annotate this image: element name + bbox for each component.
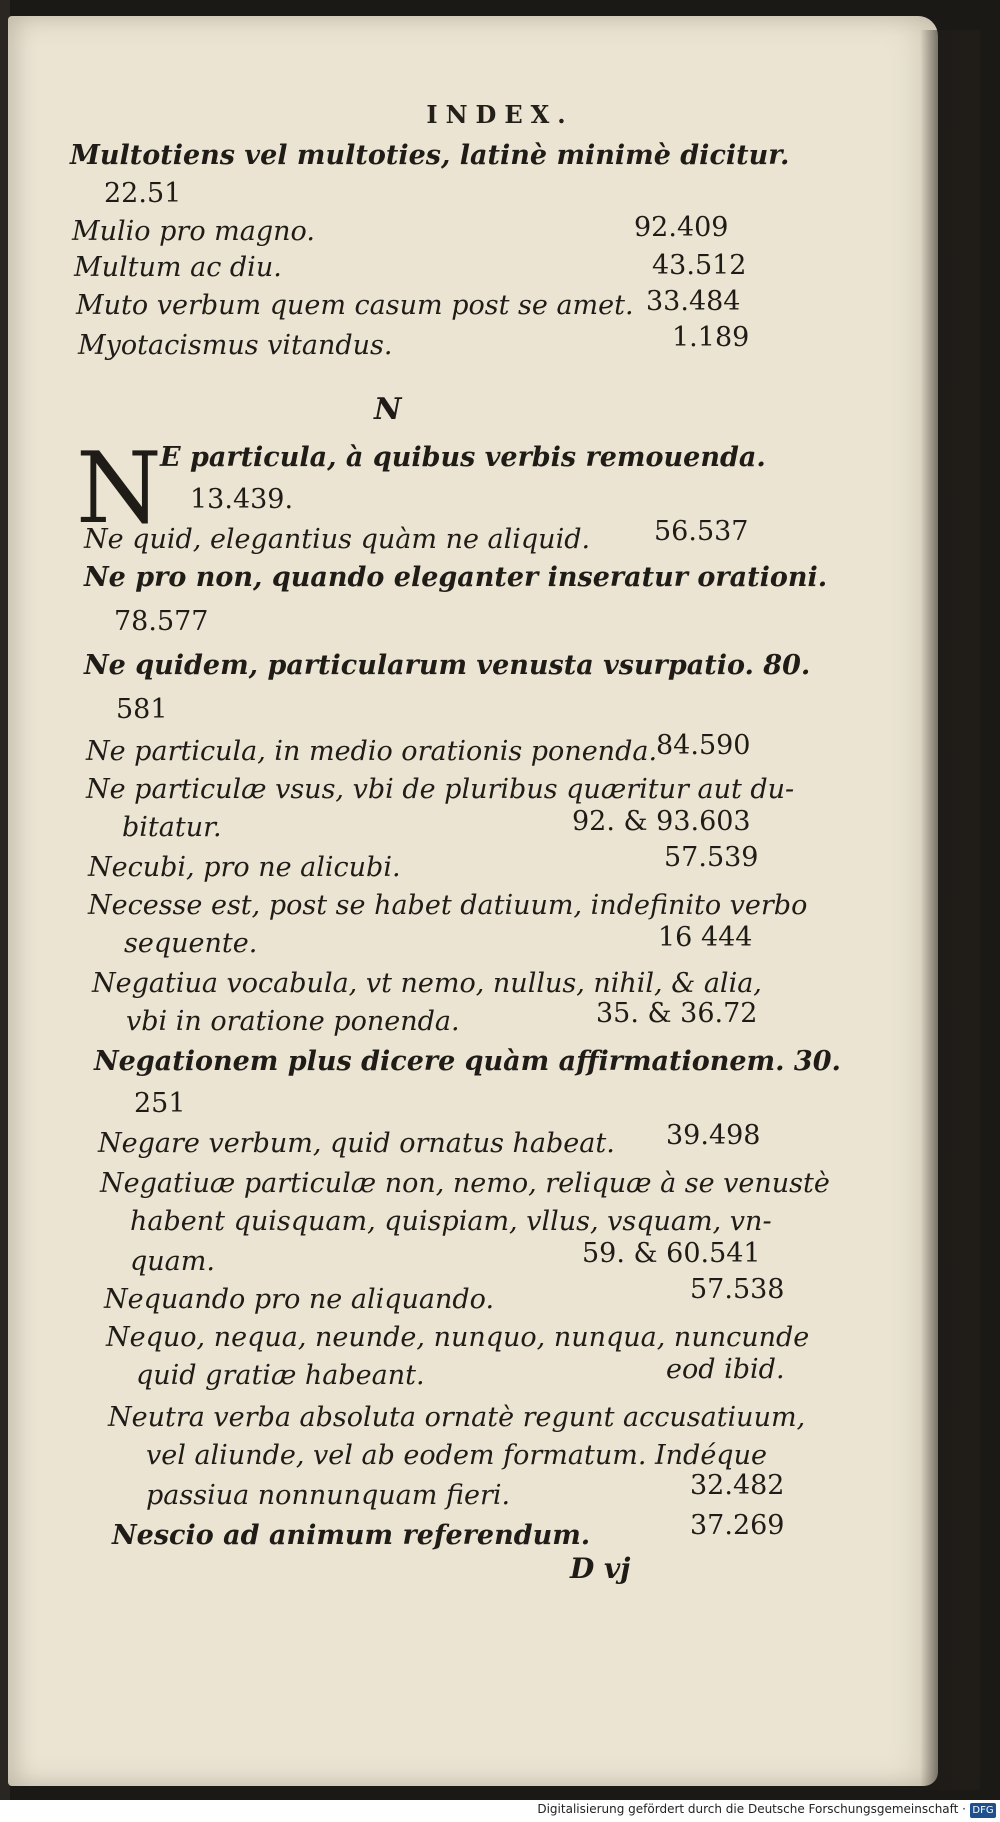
index-entry-ref: 13.439. — [190, 484, 294, 515]
funding-credit: Digitalisierung gefördert durch die Deutsche Forschungsgemeinschaft · — [537, 1802, 966, 1816]
index-entry-ref: 57.539 — [664, 842, 759, 873]
index-entry-text: quam. — [130, 1246, 215, 1277]
index-entry-text: Ne particula, in medio orationis ponenda. — [86, 736, 658, 767]
signature-mark: D vj — [570, 1552, 631, 1585]
index-entry-text: Necesse est, post se habet datiuum, indefinito verbo — [88, 890, 808, 921]
index-entry-ref: 32.482 — [690, 1470, 785, 1501]
index-entry-ref: 251 — [134, 1088, 186, 1119]
index-entry-text: Negatiua vocabula, vt nemo, nullus, nihil, & alia, — [92, 968, 762, 999]
index-entry-text: Nequo, nequa, neunde, nunquo, nunqua, nuncunde — [106, 1322, 810, 1353]
index-entry-text: bitatur. — [122, 812, 222, 843]
index-entry-text: E particula, à quibus verbis remouenda. — [160, 442, 766, 473]
index-entry-ref: 84.590 — [656, 730, 751, 761]
index-entry-text: habent quisquam, quispiam, vllus, vsquam, vn- — [130, 1206, 772, 1237]
index-entry-text: Myotacismus vitandus. — [78, 330, 393, 361]
index-entry-ref: 92.409 — [634, 212, 729, 243]
index-entry-ref: 16 444 — [658, 922, 753, 953]
footer-bar — [0, 1800, 1000, 1822]
index-entry-ref: 22.51 — [104, 178, 182, 209]
drop-capital: N — [76, 432, 162, 546]
index-entry-ref: 57.538 — [690, 1274, 785, 1305]
index-entry-text: Ne particulæ vsus, vbi de pluribus quæritur aut du- — [86, 774, 795, 805]
index-entry-text: Multotiens vel multoties, latinè minimè dicitur. — [70, 140, 790, 171]
index-entry-text: Necubi, pro ne alicubi. — [88, 852, 401, 883]
index-entry-text: quid gratiæ habeant. — [136, 1360, 425, 1391]
page-edge-shadow — [920, 30, 980, 1790]
index-entry-ref: 581 — [116, 694, 168, 725]
index-entry-ref: 59. & 60.541 — [582, 1238, 761, 1269]
index-entry-text: Mulio pro magno. — [72, 216, 315, 247]
index-entry-ref: eod ibid. — [666, 1354, 785, 1385]
index-entry-ref: 43.512 — [652, 250, 747, 281]
dfg-logo: DFG — [970, 1803, 996, 1818]
index-entry-ref: 37.269 — [690, 1510, 785, 1541]
index-entry-text: sequente. — [124, 928, 258, 959]
index-entry-ref: 92. & 93.603 — [572, 806, 751, 837]
page-header: INDEX. — [426, 100, 574, 129]
index-entry-text: vbi in oratione ponenda. — [126, 1006, 460, 1037]
index-entry-text: vel aliunde, vel ab eodem formatum. Indéque — [146, 1440, 767, 1471]
index-entry-ref: 33.484 — [646, 286, 741, 317]
index-entry-text: Negationem plus dicere quàm affirmationem. 30. — [94, 1046, 841, 1077]
index-entry-text: Multum ac diu. — [74, 252, 282, 283]
index-entry-ref: 39.498 — [666, 1120, 761, 1151]
index-entry-text: Negatiuæ particulæ non, nemo, reliquæ à se venustè — [100, 1168, 830, 1199]
index-entry-text: Nescio ad animum referendum. — [112, 1520, 591, 1551]
index-entry-text: Ne quid, elegantius quàm ne aliquid. — [84, 524, 591, 555]
index-entry-text: Ne quidem, particularum venusta vsurpatio. 80. — [84, 650, 811, 681]
index-entry-text: Muto verbum quem casum post se amet. — [76, 290, 634, 321]
index-entry-ref: 78.577 — [114, 606, 209, 637]
index-entry-text: Nequando pro ne aliquando. — [104, 1284, 495, 1315]
index-entry-ref: 35. & 36.72 — [596, 998, 758, 1029]
index-entry-ref: 56.537 — [654, 516, 749, 547]
index-entry-text: Negare verbum, quid ornatus habeat. — [98, 1128, 615, 1159]
index-entry-text: Ne pro non, quando eleganter inseratur orationi. — [84, 562, 828, 593]
index-entry-text: Neutra verba absoluta ornatè regunt accusatiuum, — [108, 1402, 806, 1433]
index-entry-text: passiua nonnunquam fieri. — [146, 1480, 511, 1511]
section-letter: N — [374, 392, 402, 427]
index-entry-ref: 1.189 — [672, 322, 750, 353]
